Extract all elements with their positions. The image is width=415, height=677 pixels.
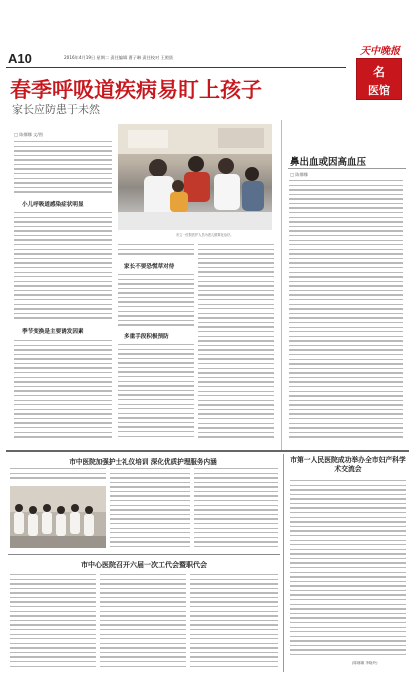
nursing-photo: [10, 486, 106, 548]
lead-headline: 春季呼吸道疾病易盯上孩子: [10, 78, 262, 102]
congress-text-col-1: [10, 574, 96, 670]
congress-text-col-2: [100, 574, 186, 670]
lead-text-block-2: [14, 212, 112, 322]
subhead-no-panic: 家长不要恐慌草对待: [124, 264, 175, 270]
mid-text-col-1b: [118, 274, 194, 329]
side-title: 鼻出血或因高血压: [290, 157, 367, 168]
photo-caption: 市立一医院医护人员为患儿做雾化治疗。: [176, 233, 234, 237]
photo-scene: [118, 124, 272, 230]
lead-text-block-3: [14, 340, 112, 442]
page-header: [6, 50, 346, 68]
mid-text-col-2: [198, 244, 274, 444]
obgyn-conference-title: 市第一人民医院成功举办全市妇产科学术交流会: [290, 456, 406, 473]
staff-congress-title: 市中心医院召开六届一次工代会暨职代会: [81, 561, 207, 569]
subhead-prevention: 多重手段积极预防: [124, 334, 169, 340]
bottom-column-divider: [283, 454, 284, 672]
bottom-center-rule: [8, 554, 280, 555]
column-divider: [281, 120, 282, 450]
lead-text-block-1: [14, 141, 112, 196]
newspaper-logo: 天中晚报: [360, 46, 400, 57]
mid-text-col-1c: [118, 344, 194, 444]
clinic-photo: [118, 124, 272, 230]
side-title-rule: [288, 168, 406, 169]
side-text: [289, 180, 403, 442]
subhead-season: 季节变换是主要诱发因素: [22, 329, 84, 335]
mid-text-col-1: [118, 244, 194, 259]
nursing-text-col-3: [194, 468, 278, 550]
nursing-text-col-1: [10, 468, 106, 484]
section-label-1: 名: [372, 65, 385, 79]
lead-subtitle: 家长应防患于未然: [12, 103, 100, 116]
nursing-training-title: 市中医院加强护士礼仪培训 深化优质护理服务内涵: [69, 458, 217, 466]
section-label-2: 医馆: [368, 84, 390, 97]
obgyn-text: [290, 480, 406, 660]
obgyn-byline: (陈娜娜 李晓玲): [352, 661, 378, 665]
side-byline: □ 陈娜娜: [290, 172, 308, 177]
congress-text-col-3: [190, 574, 278, 670]
date-line: 2016年4月19日 星期二 责任编辑 曹子琳 责任校对 王照贤: [64, 55, 174, 60]
page-number: A10: [8, 51, 32, 66]
nursing-photo-scene: [10, 486, 106, 548]
section-separator: [6, 450, 409, 452]
lead-byline: □ 陈娜娜 文/图: [14, 132, 43, 137]
nursing-text-col-2: [110, 468, 190, 550]
subhead-symptoms: 小儿呼吸道感染症状明显: [22, 202, 84, 208]
section-box: [356, 58, 402, 100]
